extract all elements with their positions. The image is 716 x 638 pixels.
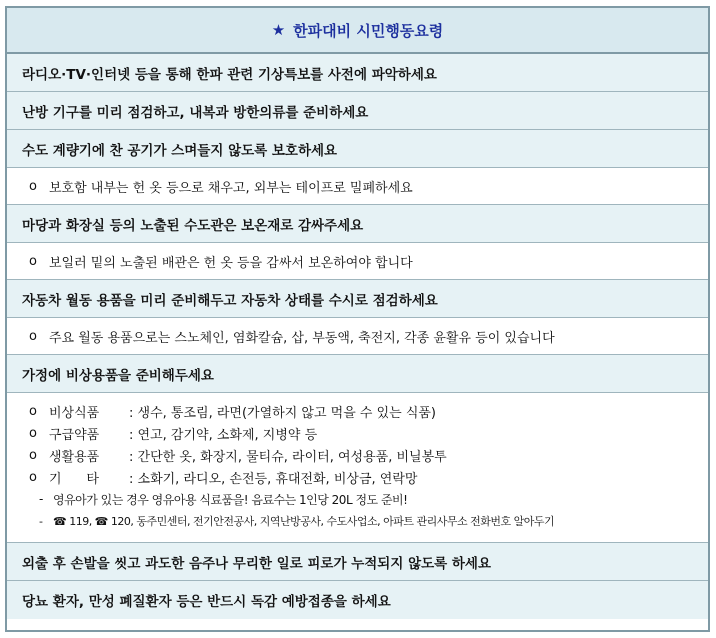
bullet-icon: o [29, 425, 37, 441]
dash-mark: - [39, 492, 43, 506]
bullet-icon: o [29, 469, 37, 485]
section-head: 수도 계량기에 찬 공기가 스며들지 않도록 보호하세요 [7, 130, 708, 168]
bullet-icon: o [29, 253, 37, 269]
detail-text: 보일러 밑의 노출된 배관은 헌 옷 등을 감싸서 보온하여야 합니다 [49, 255, 413, 271]
item-text: : 생수, 통조림, 라면(가열하지 않고 먹을 수 있는 식품) [129, 405, 437, 421]
star-icon: ★ [271, 21, 286, 39]
note-item [29, 510, 708, 532]
list-item [29, 466, 708, 488]
emergency-supplies-list [7, 393, 708, 543]
title-text: 한파대비 시민행동요령 [293, 21, 444, 40]
bullet-icon: o [29, 328, 37, 344]
note-text: 영유아가 있는 경우 영유아용 식료품을! 음료수는 1인당 20L 정도 준비! [53, 492, 408, 507]
dash-mark: - [39, 514, 43, 528]
section-detail [7, 168, 708, 205]
section-head: 난방 기구를 미리 점검하고, 내복과 방한의류를 준비하세요 [7, 92, 708, 130]
section-head: 마당과 화장실 등의 노출된 수도관은 보온재로 감싸주세요 [7, 205, 708, 243]
detail-text: 보호함 내부는 헌 옷 등으로 채우고, 외부는 테이프로 밀폐하세요 [49, 180, 413, 196]
item-text: : 간단한 옷, 화장지, 물티슈, 라이터, 여성용품, 비닐봉투 [129, 449, 447, 465]
section-detail [7, 243, 708, 280]
section-head: 자동차 월동 용품을 미리 준비해두고 자동차 상태를 수시로 점검하세요 [7, 280, 708, 318]
note-item [29, 488, 708, 510]
item-category: 구급약품 [49, 427, 100, 443]
bullet-icon: o [29, 178, 37, 194]
section-detail [7, 318, 708, 355]
item-text: : 연고, 감기약, 소화제, 지병약 등 [129, 427, 318, 443]
list-item [29, 444, 708, 466]
item-text: : 소화기, 라디오, 손전등, 휴대전화, 비상금, 연락망 [129, 471, 418, 487]
bullet-icon: o [29, 447, 37, 463]
note-text: ☎ 119, ☎ 120, 동주민센터, 전기안전공사, 지역난방공사, 수도사업소, 아파트 관리사무소 전화번호 알아두기 [53, 515, 555, 528]
section-head: 라디오·TV·인터넷 등을 통해 한파 관련 기상특보를 사전에 파악하세요 [7, 54, 708, 92]
list-item [29, 422, 708, 444]
list-item [29, 400, 708, 422]
guide-box [5, 6, 710, 632]
detail-text: 주요 월동 용품으로는 스노체인, 염화칼슘, 삽, 부동액, 축전지, 각종 윤활유 등이 있습니다 [49, 330, 555, 346]
bullet-icon: o [29, 403, 37, 419]
item-category: 생활용품 [49, 449, 100, 465]
section-head: 당뇨 환자, 만성 폐질환자 등은 반드시 독감 예방접종을 하세요 [7, 581, 708, 619]
section-head: 외출 후 손발을 씻고 과도한 음주나 무리한 일로 피로가 누적되지 않도록 하세요 [7, 543, 708, 581]
section-head: 가정에 비상용품을 준비해두세요 [7, 355, 708, 393]
item-category: 기 타 [49, 471, 99, 487]
item-category: 비상식품 [49, 405, 100, 421]
page-title [7, 8, 708, 54]
